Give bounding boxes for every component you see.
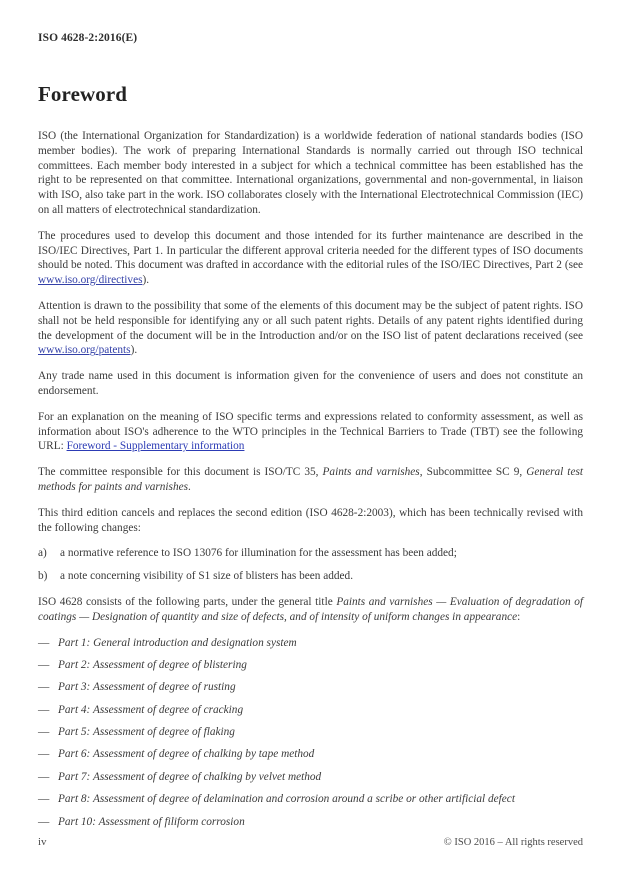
em-dash-icon: — [38, 636, 50, 649]
page-title: Foreword [38, 82, 128, 106]
em-dash-icon: — [38, 748, 50, 761]
list-item-label: Part 7: Assessment of degree of chalking by velvet method [58, 770, 322, 783]
list-item [38, 569, 583, 584]
general-title-italic: Paints and varnishes — Evaluation of degradation of coatings — Designation of quantity and size of defects, and of intensity of uniform changes in appearance [38, 595, 583, 623]
list-item-label: Part 2: Assessment of degree of blistering [58, 658, 247, 671]
page-number: iv [38, 836, 47, 848]
paragraph-procedures-text-before: The procedures used to develop this document and those intended for its further maintenance are described in the ISO/IEC Directives, Part 1. In particular the different approval criteria needed for the different types of ISO documents should be noted. This document was drafted in accordance with the editorial rules of the ISO/IEC Directives, Part 2 (see [38, 229, 583, 272]
list-item-label: Part 4: Assessment of degree of cracking [58, 703, 244, 716]
paragraph-patent-text-after: ). [130, 344, 138, 357]
list-item [38, 725, 583, 740]
list-item-label: a note concerning visibility of S1 size of blisters has been added. [60, 570, 354, 583]
paragraph-parts-intro-after: : [517, 610, 521, 623]
list-item [38, 680, 583, 695]
list-item [38, 636, 583, 651]
list-item-label: Part 3: Assessment of degree of rusting [58, 681, 236, 694]
paragraph-procedures [38, 229, 583, 288]
title-paints-and-varnishes: Paints and varnishes [322, 466, 420, 479]
list-item [38, 815, 583, 830]
parts-list [38, 636, 583, 830]
link-iso-patents[interactable]: www.iso.org/patents [38, 344, 131, 357]
paragraph-committee-text-after: . [188, 480, 191, 493]
paragraph-committee-text-before: The committee responsible for this document is ISO/TC 35, [38, 466, 323, 479]
paragraph-patent-text-before: Attention is drawn to the possibility that some of the elements of this document may be the subject of patent rights. ISO shall not be held responsible for identifying any or all such patent rights. Details of any patent rights identified during the development of the document will be in the Introduction and/or on the ISO list of patent declarations received (see [38, 299, 583, 342]
list-item-label: Part 1: General introduction and designation system [58, 636, 297, 649]
list-item-label: Part 5: Assessment of degree of flaking [58, 726, 235, 739]
paragraph-conformity-assessment [38, 410, 583, 454]
list-item [38, 658, 583, 673]
page-footer [38, 836, 583, 848]
list-item-label: Part 8: Assessment of degree of delamination and corrosion around a scribe or other artificial defect [58, 793, 515, 806]
paragraph-parts-intro [38, 595, 583, 625]
paragraph-trade-name: Any trade name used in this document is information given for the convenience of users and does not constitute an endorsement. [38, 370, 583, 397]
link-iso-directives[interactable]: www.iso.org/directives [38, 274, 143, 287]
paragraph-parts-intro-before: ISO 4628 consists of the following parts, under the general title [38, 595, 337, 608]
document-header-reference: ISO 4628-2:2016(E) [38, 32, 138, 44]
em-dash-icon: — [38, 726, 50, 739]
paragraph-committee [38, 465, 583, 495]
em-dash-icon: — [38, 658, 50, 671]
list-item-label: Part 6: Assessment of degree of chalking by tape method [58, 748, 315, 761]
em-dash-icon: — [38, 681, 50, 694]
list-item [38, 792, 583, 807]
em-dash-icon: — [38, 770, 50, 783]
list-item-marker: a) [38, 547, 47, 560]
em-dash-icon: — [38, 703, 50, 716]
list-item [38, 546, 583, 561]
paragraph-third-edition: This third edition cancels and replaces the second edition (ISO 4628-2:2003), which has been technically revised with the following changes: [38, 506, 583, 534]
paragraph-conformity-text-before: For an explanation on the meaning of ISO specific terms and expressions related to conformity assessment, as well as information about ISO's adherence to the WTO principles in the Technical Barriers to Trade (TBT) see the following URL: [38, 410, 583, 453]
list-item [38, 747, 583, 762]
link-foreword-supplementary-information[interactable]: Foreword - Supplementary information [66, 440, 245, 453]
em-dash-icon: — [38, 793, 50, 806]
list-item-label: Part 10: Assessment of filiform corrosion [58, 815, 245, 828]
copyright-notice: © ISO 2016 – All rights reserved [443, 837, 583, 848]
paragraph-committee-text-middle: , Subcommittee SC 9, [419, 466, 527, 479]
paragraph-procedures-text-after: ). [142, 274, 150, 287]
paragraph-patent-rights [38, 299, 583, 358]
list-item [38, 770, 583, 785]
list-item-label: a normative reference to ISO 13076 for illumination for the assessment has been added; [60, 547, 457, 560]
em-dash-icon: — [38, 815, 50, 828]
list-item [38, 703, 583, 718]
paragraph-iso-intro: ISO (the International Organization for Standardization) is a worldwide federation of national standards bodies (ISO member bodies). The work of preparing International Standards is normally carried out through ISO technical committees. Each member body interested in a subject for which a technical committee has been established has the right to be represented on that committee. International organizations, governmental and non-governmental, in liaison with ISO, also take part in the work. ISO collaborates closely with the International Electrotechnical Commission (IEC) on all matters of electrotechnical standardization. [38, 130, 583, 216]
title-general-test-methods: General test methods for paints and varnishes [38, 466, 583, 493]
document-content [38, 82, 583, 837]
changes-list [38, 546, 583, 584]
list-item-marker: b) [38, 570, 48, 583]
